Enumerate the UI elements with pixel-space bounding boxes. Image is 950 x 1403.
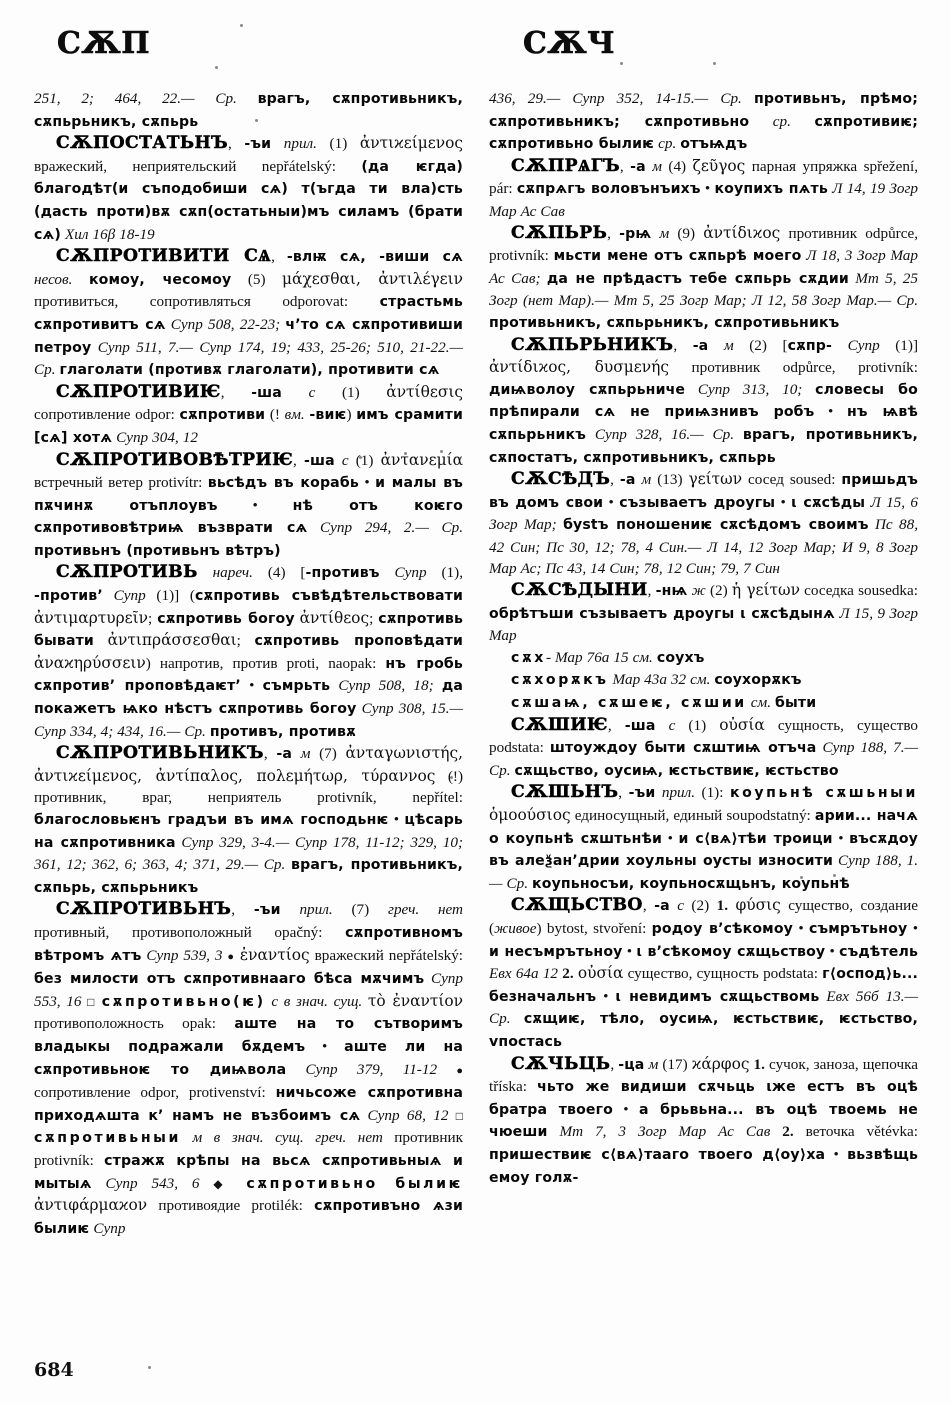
dictionary-entry: СѪПРОТИВЬНИКЪ, -а м (7) ἀνταγωνιστής, ἀντιϰείμενος, ἀντίπαλος, πολεμήτωρ, τύραννος (!) противник, враг, неприятель protivník, nepřítel: благословьѥнъ градъи въ имѧ господьнѥ • цѣсарь на сѫпротивника Супр 329, 3-4.— Супр 178, 11-12; 329, 10; 361, 12; 362, 6; 363, 4; 371, 29.— Ср. врагъ, противьникъ, сѫпьрь, сѫпьрьникъ (34, 743, 464, 896)
scan-speck (240, 24, 243, 27)
cross-reference: сѫх- Мар 76a 15 см. соухъ (511, 648, 705, 666)
running-head-right: СѪЧ (523, 26, 616, 61)
dictionary-entry: СѪПЬРЬ, -рѩ м (9) ἀντίδιϰος противник odpůrce, protivník: мьсти мене отъ сѫпьрѣ моего Л 18, 3 Зогр Мар Ас Сав; да не прѣдастъ тебе сѫпьрь сѫдии Мт 5, 25 Зогр (нет Мар).— Мт 5, 25 Зогр Мар; Л 12, 58 Зогр Мар.— Ср. противьникъ, сѫпьрьникъ, сѫпротивьникъ (489, 222, 919, 331)
dictionary-entry: СѪПОСТАТЬНЪ, -ъи прил. (1) ἀντιϰείμενος вражеский, неприятельский nepřátelský: (да ѥгда) благодѣт(и съподобиши сѧ) т(ъгда ти вла)сть (дасть проти)вѫ сѫп(остатьныи)мъ силамъ (брати сѧ) Хил 16β 18-19 (34, 133, 463, 243)
dictionary-entry: СѪПРОТИВИТИ СѦ, -влѭ сѧ, -виши сѧ несов. комоу, чесомоу (5) μάχεσθαι, ἀντιλέγειν противиться, сопротивляться odporovat: страстьмь сѫпротивитъ сѧ Супр 508, 22-23; ч’то сѧ сѫпротивиши петроу Супр 511, 7.— Супр 174, 19; 433, 25-26; 510, 21-22.— Ср. глаголати (противѫ глаголати), противити сѧ (34, 246, 464, 379)
dictionary-entry: СѪПРОТИВЬНЪ, -ъи прил. (7) греч. нет противный, противоположный opačný: сѫпротивномъ вѣтромъ ѧтъ Супр 539, 3 ● ἐναντίος вражеский nepřátelský: без милости отъ сѫпротивнааго бѣса мѫчимъ Супр 553, 16 □ сѫпротивьно(ѥ) с в знач. сущ. τὸ ἐναντίον противоположность opak: аште на то сътворимъ владыкы подражали бѫдемъ • аште ли на сѫпротивьноѥ то диѩвола Супр 379, 11-12 ● сопротивление odpor, protivenství: ничьсоже сѫпротивна приходѧшта к’ намъ не възбоимъ сѧ Супр 68, 12 □ сѫпротивьныи м в знач. сущ. греч. нет противник protivník: стражѫ крѣпы на вьсѧ сѫпротивьныѧ и мытыѧ Супр 543, 6 ◆ сѫпротивьно былиѥ ἀντιφάρμαϰον противоядие protilék: сѫпротивъно ѧзи былиѥ Супр (34, 899, 463, 1240)
dictionary-entry: СѪПЬРЬНИКЪ, -а м (2) [сѫпр- Супр (1)] ἀντίδιϰος, δυσμενής противник odpůrce, protivník: диѩволоу сѫпьрьниче Супр 313, 10; словесы бо прѣпирали сѧ не приѩзнивъ робъ • нъ ѩвѣ сѫпьрьникъ Супр 328, 16.— Ср. врагъ, противьникъ, сѫпостатъ, сѫпротивьникъ, сѫпьрь (489, 334, 919, 466)
page-number: 684 (34, 1359, 74, 1381)
running-head-left: СѪП (57, 26, 151, 61)
dictionary-entry: СѪПРѦГЪ, -а м (4) ζεῦγος парная упряжка spřežení, pár: сѫпрѧгъ воловънъихъ • коупихъ пѧть Л 14, 19 Зогр Мар Ас Сав (489, 155, 919, 220)
running-heads (0, 26, 950, 70)
scan-speck (148, 1366, 151, 1369)
scan-speck (713, 62, 716, 65)
scan-speck (215, 66, 218, 69)
entry-continuation: 436, 29.— Супр 352, 14-15.— Ср. противьнъ, прѣмо; сѫпротивьникъ; сѫпротивьно ср. сѫпротивиѥ; сѫпротивьно былиѥ ср. отъѩдъ (489, 90, 918, 153)
dictionary-entry: СѪСѢДЪ, -а м (13) γείτων сосед soused: пришьдъ въ домъ свои • съзываетъ дроугы • ι сѫсѣды Л 15, 6 Зогр Мар; бystъ поношениѥ сѫсѣдомъ своимъ Пс 88, 42 Син; Пс 30, 12; 78, 4 Син.— Л 14, 12 Зогр Мар; И 9, 8 Зогр Мар Ас; Пс 43, 14 Син; 78, 12 Син; 79, 7 Син (489, 469, 919, 578)
dictionary-entry: СѪПРОТИВИѤ, -ша с (1) ἀντίθεσις сопротивление odpor: сѫпротиви (! вм. -виѥ) имъ срамити [сѧ] хотѧ Супр 304, 12 (34, 381, 463, 446)
dictionary-entry: СѪЧЬЦЬ, -ца м (17) ϰάρφος 1. сучок, заноза, щепочка tříska: чьто же видиши сѫчьць ιже естъ въ оцѣ братра твоего • а брьвьна... въ оцѣ твоемь не чюеши Мт 7, 3 Зогр Мар Ас Сав 2. веточка větévka: пришествиѥ с⟨вѧ⟩тааго твоего д⟨оу⟩ха • вьзвѣщь емоу голѫ- (489, 1053, 919, 1186)
column-right (489, 88, 918, 1240)
dictionary-entry: СѪСѢДЫНИ, -нѩ ж (2) ἡ γείτων соседка sousedka: обрѣтъши съзываетъ дроугы ι сѫсѣдынѧ Л 15, 9 Зогр Мар (489, 580, 918, 645)
cross-reference: сѫшаѩ, сѫшеѥ, сѫшии см. быти (511, 694, 817, 712)
entry-continuation: 251, 2; 464, 22.— Ср. врагъ, сѫпротивьникъ, сѫпьрьникъ, сѫпьрь (34, 90, 463, 130)
column-left (34, 88, 463, 1240)
dictionary-entry: СѪПРОТИВОВѢТРИѤ, -ша с (1) ἀντανεμία встречный ветер protivítr: вьсѣдъ въ корабь • и малы въ пѫчинѫ отъплоувъ • нѣ отъ коѥго сѫпротивовѣтриѩ възврати сѧ Супр 294, 2.— Ср. противьнъ (противьнъ вѣтръ) (34, 449, 464, 559)
dictionary-entry: СѪПРОТИВЬ нареч. (4) [-противъ Супр (1), -против’ Супр (1)] (сѫпротивь съвѣдѣтельствовати ἀντιμαρτυρεῖν; сѫпротивь богоу ἀντίθεος; сѫпротивь бывати ἀντιπράσσεσθαι; сѫпротивь проповѣдати ἀναϰηρύσσειν) напротив, против proti, naopak: нъ гробь сѫпротив’ проповѣдаѥт’ • съмрьть Супр 508, 18; да покажетъ ѩко нѣстъ сѫпротивь богоу Супр 308, 15.— Супр 334, 4; 434, 16.— Ср. противъ, противѫ (34, 562, 464, 740)
dictionary-entry: СѪШЬНЪ, -ъи прил. (1): коупьнѣ сѫшьныи ὁμοούσιος единосущный, единый soupodstatný: арии... начѧ о коупьнѣ сѫштьнѣи • и с⟨вѧ⟩тѣи троици • въсѫдоу въ алеѯан’дрии хоульны оусты износити Супр 188, 1.— Ср. коупьносъи, коупьносѫщьнъ, коупьнѣ (489, 782, 919, 892)
cross-reference: сѫхорѫкъ Мар 43a 32 см. соухорѫкъ (511, 671, 802, 689)
page-columns (34, 88, 918, 1240)
dictionary-entry: СѪЩЬСТВО, -а с (2) 1. φύσις существо, создание (живое) bytost, stvoření: родоу в’сѣкомоу • съмрътьноу • и несъмрътьноу • ι в’сѣкомоу сѫщьствоу • съдѣтель Евх 64a 12 2. οὐσία существо, сущность podstata: г⟨оспод⟩ь... безначальнъ • ι невидимъ сѫщьствомь Евх 56б 13.— Ср. сѫщиѥ, тѣло, оусиѩ, ѥстьствиѥ, ѥстьство, vпостась (489, 895, 919, 1050)
dictionary-entry: СѪШИѤ, -ша с (1) οὐσία сущность, существо podstata: штоуждоу быти сѫштиѩ отъча Супр 188, 7.— Ср. сѫщьство, оусиѩ, ѥстьствиѥ, ѥстьство (489, 714, 919, 779)
scan-speck (620, 62, 623, 65)
